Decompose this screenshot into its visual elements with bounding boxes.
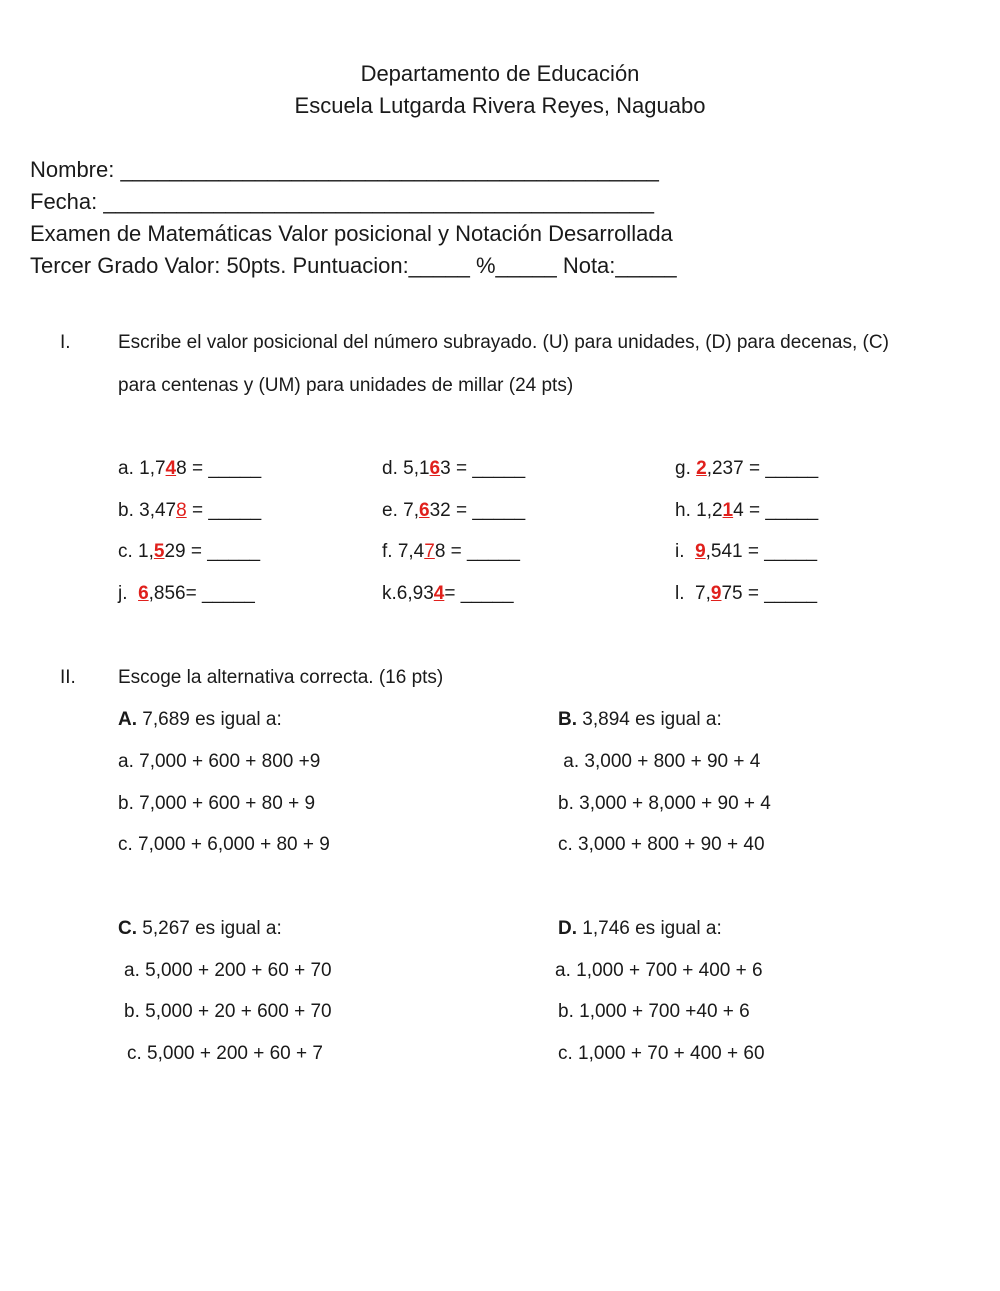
item-k: k.6,934= _____ [382, 583, 514, 604]
name-field[interactable]: Nombre: ____________________________________________ [30, 157, 659, 182]
highlighted-digit: 6 [138, 583, 149, 604]
highlighted-digit: 2 [696, 458, 707, 479]
question-c-prompt: C. 5,267 es igual a: [118, 918, 282, 939]
highlighted-digit: 9 [710, 583, 722, 604]
highlighted-digit: 6 [418, 500, 430, 521]
item-l: l. 7,975 = _____ [675, 583, 818, 604]
question-b-option-a[interactable]: a. 3,000 + 800 + 90 + 4 [558, 751, 761, 772]
item-i: i. 9,541 = _____ [675, 541, 818, 562]
question-a-option-c[interactable]: c. 7,000 + 6,000 + 80 + 9 [118, 834, 330, 855]
question-c-option-b[interactable]: b. 5,000 + 20 + 600 + 70 [124, 1001, 332, 1022]
date-field[interactable]: Fecha: _____________________________________________ [30, 189, 654, 214]
question-d-option-b[interactable]: b. 1,000 + 700 +40 + 6 [558, 1001, 750, 1022]
item-a: a. 1,748 = _____ [118, 458, 262, 479]
highlighted-digit: 4 [433, 583, 445, 604]
highlighted-digit: 8 [176, 500, 187, 521]
item-h: h. 1,214 = _____ [675, 500, 819, 521]
highlighted-digit: 9 [695, 541, 706, 562]
question-c-option-c[interactable]: c. 5,000 + 200 + 60 + 7 [127, 1043, 323, 1064]
department-title: Departamento de Educación [360, 61, 640, 86]
question-d-option-a[interactable]: a. 1,000 + 700 + 400 + 6 [555, 960, 763, 981]
section-1-numeral: I. [60, 332, 71, 353]
item-c: c. 1,529 = _____ [118, 541, 261, 562]
question-a-option-b[interactable]: b. 7,000 + 600 + 80 + 9 [118, 793, 316, 814]
question-c-option-a[interactable]: a. 5,000 + 200 + 60 + 70 [124, 960, 332, 981]
item-g: g. 2,237 = _____ [675, 458, 819, 479]
exam-title: Examen de Matemáticas Valor posicional y Notación Desarrollada [30, 221, 673, 246]
section-1-instruction-cont: para centenas y (UM) para unidades de millar (24 pts) [118, 375, 574, 396]
highlighted-digit: 7 [424, 541, 435, 562]
school-name: Escuela Lutgarda Rivera Reyes, Naguabo [294, 93, 706, 118]
question-b-option-b[interactable]: b. 3,000 + 8,000 + 90 + 4 [558, 793, 771, 814]
highlighted-digit: 5 [153, 541, 165, 562]
item-j: j. 6,856= _____ [118, 583, 255, 604]
item-f: f. 7,478 = _____ [382, 541, 520, 562]
section-2-numeral: II. [60, 667, 76, 688]
highlighted-digit: 1 [722, 500, 734, 521]
question-d-prompt: D. 1,746 es igual a: [558, 918, 722, 939]
highlighted-digit: 4 [165, 458, 177, 479]
item-d: d. 5,163 = _____ [382, 458, 526, 479]
highlighted-digit: 6 [429, 458, 441, 479]
section-1-instruction: Escribe el valor posicional del número subrayado. (U) para unidades, (D) para decenas, (C) [118, 332, 889, 353]
grade-score-line: Tercer Grado Valor: 50pts. Puntuacion:_____ %_____ Nota:_____ [30, 253, 677, 278]
question-b-option-c[interactable]: c. 3,000 + 800 + 90 + 40 [558, 834, 765, 855]
question-b-prompt: B. 3,894 es igual a: [558, 709, 722, 730]
question-a-option-a[interactable]: a. 7,000 + 600 + 800 +9 [118, 751, 321, 772]
question-a-prompt: A. 7,689 es igual a: [118, 709, 282, 730]
item-b: b. 3,478 = _____ [118, 500, 262, 521]
section-2-instruction: Escoge la alternativa correcta. (16 pts) [118, 667, 444, 688]
item-e: e. 7,632 = _____ [382, 500, 526, 521]
question-d-option-c[interactable]: c. 1,000 + 70 + 400 + 60 [558, 1043, 765, 1064]
